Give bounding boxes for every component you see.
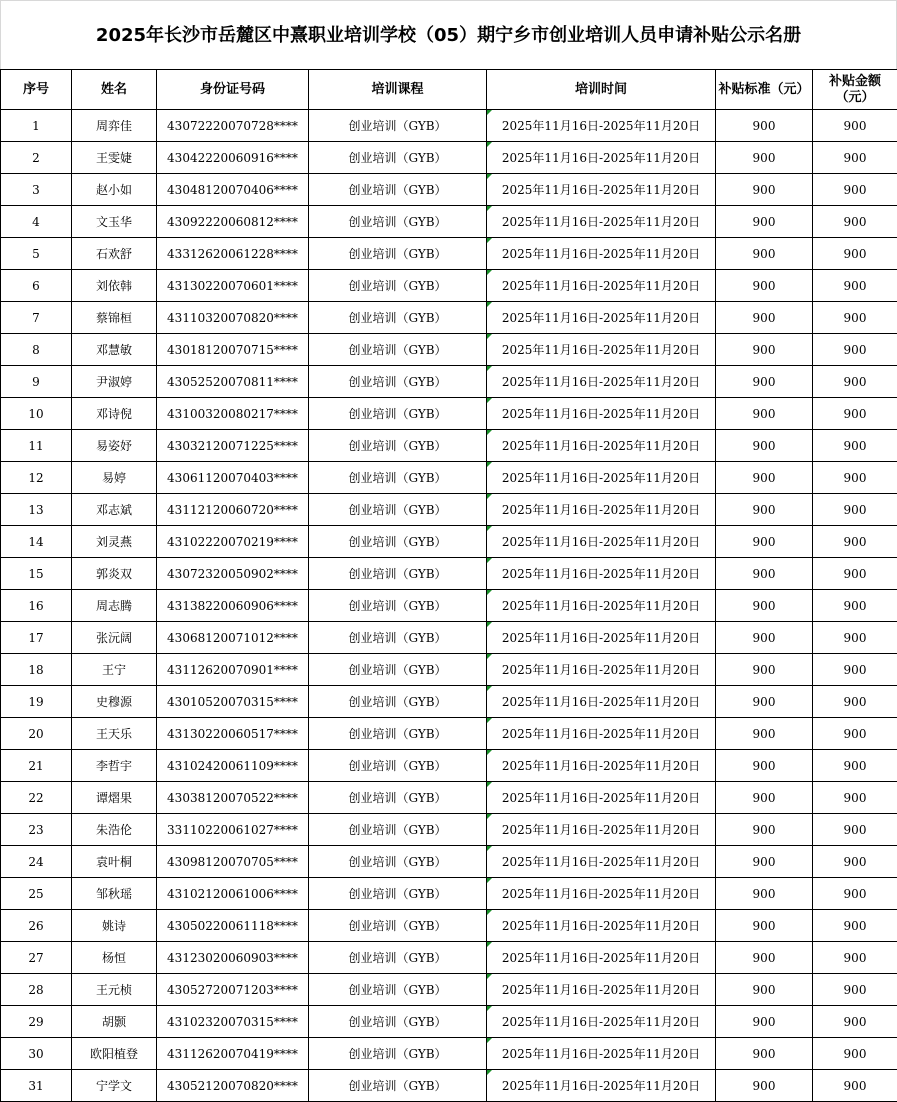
cell-training-time: 2025年11月16日-2025年11月20日 [487, 974, 716, 1006]
table-row [1, 334, 897, 366]
cell-id-number: 43072320050902**** [157, 558, 309, 590]
cell-course: 创业培训（GYB） [309, 654, 487, 686]
cell-subsidy-standard: 900 [716, 686, 813, 718]
cell-course: 创业培训（GYB） [309, 910, 487, 942]
cell-subsidy-amount: 900 [813, 462, 897, 494]
cell-course: 创业培训（GYB） [309, 206, 487, 238]
cell-subsidy-standard: 900 [716, 718, 813, 750]
cell-training-time: 2025年11月16日-2025年11月20日 [487, 334, 716, 366]
cell-subsidy-amount: 900 [813, 1070, 897, 1102]
cell-training-time: 2025年11月16日-2025年11月20日 [487, 494, 716, 526]
cell-course: 创业培训（GYB） [309, 1038, 487, 1070]
cell-seq: 11 [1, 430, 72, 462]
cell-course: 创业培训（GYB） [309, 590, 487, 622]
cell-id-number: 43052120070820**** [157, 1070, 309, 1102]
cell-training-time: 2025年11月16日-2025年11月20日 [487, 590, 716, 622]
cell-training-time: 2025年11月16日-2025年11月20日 [487, 526, 716, 558]
cell-subsidy-standard: 900 [716, 366, 813, 398]
cell-name: 张沅阔 [72, 622, 157, 654]
cell-subsidy-standard: 900 [716, 558, 813, 590]
cell-subsidy-standard: 900 [716, 910, 813, 942]
cell-seq: 31 [1, 1070, 72, 1102]
cell-subsidy-amount: 900 [813, 878, 897, 910]
cell-seq: 3 [1, 174, 72, 206]
cell-name: 宁学文 [72, 1070, 157, 1102]
cell-id-number: 43312620061228**** [157, 238, 309, 270]
table-row [1, 1006, 897, 1038]
table-row [1, 654, 897, 686]
cell-seq: 4 [1, 206, 72, 238]
cell-subsidy-amount: 900 [813, 398, 897, 430]
cell-subsidy-standard: 900 [716, 206, 813, 238]
cell-subsidy-standard: 900 [716, 622, 813, 654]
cell-subsidy-standard: 900 [716, 878, 813, 910]
cell-training-time: 2025年11月16日-2025年11月20日 [487, 430, 716, 462]
header-course: 培训课程 [309, 70, 487, 110]
cell-training-time: 2025年11月16日-2025年11月20日 [487, 814, 716, 846]
cell-seq: 17 [1, 622, 72, 654]
cell-course: 创业培训（GYB） [309, 782, 487, 814]
table-row [1, 526, 897, 558]
table-row [1, 718, 897, 750]
cell-training-time: 2025年11月16日-2025年11月20日 [487, 622, 716, 654]
table-row [1, 206, 897, 238]
cell-subsidy-amount: 900 [813, 1006, 897, 1038]
cell-course: 创业培训（GYB） [309, 494, 487, 526]
cell-subsidy-standard: 900 [716, 590, 813, 622]
cell-seq: 23 [1, 814, 72, 846]
table-row [1, 110, 897, 142]
cell-course: 创业培训（GYB） [309, 526, 487, 558]
table-row [1, 686, 897, 718]
cell-training-time: 2025年11月16日-2025年11月20日 [487, 878, 716, 910]
cell-name: 王宁 [72, 654, 157, 686]
subsidy-table [0, 69, 897, 1102]
header-name: 姓名 [72, 70, 157, 110]
cell-name: 朱浩伦 [72, 814, 157, 846]
table-row [1, 974, 897, 1006]
cell-seq: 13 [1, 494, 72, 526]
cell-id-number: 43112120060720**** [157, 494, 309, 526]
cell-subsidy-standard: 900 [716, 334, 813, 366]
cell-training-time: 2025年11月16日-2025年11月20日 [487, 1070, 716, 1102]
cell-subsidy-standard: 900 [716, 942, 813, 974]
cell-course: 创业培训（GYB） [309, 718, 487, 750]
table-row [1, 910, 897, 942]
cell-id-number: 43102320070315**** [157, 1006, 309, 1038]
cell-course: 创业培训（GYB） [309, 238, 487, 270]
cell-subsidy-standard: 900 [716, 430, 813, 462]
cell-course: 创业培训（GYB） [309, 110, 487, 142]
cell-seq: 20 [1, 718, 72, 750]
cell-name: 周弈佳 [72, 110, 157, 142]
cell-seq: 25 [1, 878, 72, 910]
cell-subsidy-amount: 900 [813, 654, 897, 686]
cell-training-time: 2025年11月16日-2025年11月20日 [487, 270, 716, 302]
cell-seq: 22 [1, 782, 72, 814]
cell-name: 蔡锦桓 [72, 302, 157, 334]
cell-training-time: 2025年11月16日-2025年11月20日 [487, 750, 716, 782]
cell-id-number: 43032120071225**** [157, 430, 309, 462]
cell-id-number: 43068120071012**** [157, 622, 309, 654]
cell-seq: 6 [1, 270, 72, 302]
cell-seq: 24 [1, 846, 72, 878]
cell-id-number: 43112620070419**** [157, 1038, 309, 1070]
cell-name: 郭炎双 [72, 558, 157, 590]
cell-training-time: 2025年11月16日-2025年11月20日 [487, 302, 716, 334]
cell-subsidy-amount: 900 [813, 494, 897, 526]
cell-id-number: 43092220060812**** [157, 206, 309, 238]
cell-course: 创业培训（GYB） [309, 174, 487, 206]
cell-subsidy-standard: 900 [716, 974, 813, 1006]
cell-subsidy-standard: 900 [716, 782, 813, 814]
cell-training-time: 2025年11月16日-2025年11月20日 [487, 110, 716, 142]
cell-subsidy-standard: 900 [716, 174, 813, 206]
table-body [1, 110, 897, 1102]
cell-seq: 5 [1, 238, 72, 270]
cell-name: 王雯婕 [72, 142, 157, 174]
cell-course: 创业培训（GYB） [309, 686, 487, 718]
document-title: 2025年长沙市岳麓区中熹职业培训学校（05）期宁乡市创业培训人员申请补贴公示名册 [0, 0, 897, 69]
cell-training-time: 2025年11月16日-2025年11月20日 [487, 1006, 716, 1038]
cell-name: 袁叶桐 [72, 846, 157, 878]
cell-training-time: 2025年11月16日-2025年11月20日 [487, 398, 716, 430]
cell-course: 创业培训（GYB） [309, 430, 487, 462]
cell-subsidy-standard: 900 [716, 526, 813, 558]
cell-id-number: 43123020060903**** [157, 942, 309, 974]
table-row [1, 302, 897, 334]
cell-seq: 7 [1, 302, 72, 334]
table-row [1, 1038, 897, 1070]
cell-id-number: 43130220060517**** [157, 718, 309, 750]
cell-subsidy-standard: 900 [716, 654, 813, 686]
cell-seq: 26 [1, 910, 72, 942]
table-row [1, 1070, 897, 1102]
cell-subsidy-standard: 900 [716, 398, 813, 430]
cell-subsidy-standard: 900 [716, 110, 813, 142]
cell-id-number: 43010520070315**** [157, 686, 309, 718]
header-standard: 补贴标准（元） [716, 70, 813, 110]
cell-id-number: 43038120070522**** [157, 782, 309, 814]
cell-name: 赵小如 [72, 174, 157, 206]
cell-seq: 28 [1, 974, 72, 1006]
cell-subsidy-amount: 900 [813, 142, 897, 174]
cell-id-number: 43110320070820**** [157, 302, 309, 334]
table-row [1, 590, 897, 622]
header-amount: 补贴金额（元） [813, 70, 897, 110]
cell-subsidy-amount: 900 [813, 814, 897, 846]
cell-training-time: 2025年11月16日-2025年11月20日 [487, 142, 716, 174]
cell-course: 创业培训（GYB） [309, 846, 487, 878]
table-row [1, 142, 897, 174]
cell-name: 周志腾 [72, 590, 157, 622]
cell-seq: 10 [1, 398, 72, 430]
cell-training-time: 2025年11月16日-2025年11月20日 [487, 686, 716, 718]
cell-subsidy-amount: 900 [813, 686, 897, 718]
cell-course: 创业培训（GYB） [309, 1070, 487, 1102]
cell-training-time: 2025年11月16日-2025年11月20日 [487, 1038, 716, 1070]
cell-name: 王元桢 [72, 974, 157, 1006]
cell-training-time: 2025年11月16日-2025年11月20日 [487, 174, 716, 206]
cell-subsidy-amount: 900 [813, 526, 897, 558]
cell-name: 邓诗倪 [72, 398, 157, 430]
cell-course: 创业培训（GYB） [309, 398, 487, 430]
cell-name: 尹淑婷 [72, 366, 157, 398]
cell-name: 邓志斌 [72, 494, 157, 526]
cell-seq: 14 [1, 526, 72, 558]
table-row [1, 174, 897, 206]
cell-subsidy-amount: 900 [813, 910, 897, 942]
cell-seq: 19 [1, 686, 72, 718]
cell-name: 易姿妤 [72, 430, 157, 462]
cell-subsidy-standard: 900 [716, 142, 813, 174]
cell-id-number: 43098120070705**** [157, 846, 309, 878]
cell-course: 创业培训（GYB） [309, 142, 487, 174]
cell-training-time: 2025年11月16日-2025年11月20日 [487, 782, 716, 814]
cell-name: 邓慧敏 [72, 334, 157, 366]
cell-name: 刘灵燕 [72, 526, 157, 558]
cell-subsidy-amount: 900 [813, 238, 897, 270]
table-row [1, 878, 897, 910]
cell-seq: 30 [1, 1038, 72, 1070]
cell-id-number: 43072220070728**** [157, 110, 309, 142]
table-row [1, 558, 897, 590]
cell-training-time: 2025年11月16日-2025年11月20日 [487, 846, 716, 878]
cell-name: 胡颢 [72, 1006, 157, 1038]
table-row [1, 430, 897, 462]
cell-training-time: 2025年11月16日-2025年11月20日 [487, 654, 716, 686]
cell-id-number: 43042220060916**** [157, 142, 309, 174]
table-row [1, 462, 897, 494]
cell-subsidy-standard: 900 [716, 302, 813, 334]
cell-subsidy-amount: 900 [813, 590, 897, 622]
cell-course: 创业培训（GYB） [309, 878, 487, 910]
cell-id-number: 43102220070219**** [157, 526, 309, 558]
cell-course: 创业培训（GYB） [309, 302, 487, 334]
cell-training-time: 2025年11月16日-2025年11月20日 [487, 462, 716, 494]
table-row [1, 782, 897, 814]
cell-seq: 27 [1, 942, 72, 974]
cell-subsidy-standard: 900 [716, 494, 813, 526]
cell-training-time: 2025年11月16日-2025年11月20日 [487, 366, 716, 398]
cell-subsidy-amount: 900 [813, 206, 897, 238]
cell-subsidy-amount: 900 [813, 174, 897, 206]
cell-seq: 21 [1, 750, 72, 782]
cell-course: 创业培训（GYB） [309, 1006, 487, 1038]
cell-name: 谭熠果 [72, 782, 157, 814]
header-row [1, 70, 897, 110]
cell-course: 创业培训（GYB） [309, 366, 487, 398]
cell-seq: 16 [1, 590, 72, 622]
cell-subsidy-amount: 900 [813, 782, 897, 814]
cell-seq: 18 [1, 654, 72, 686]
cell-subsidy-standard: 900 [716, 1006, 813, 1038]
cell-subsidy-amount: 900 [813, 334, 897, 366]
cell-subsidy-standard: 900 [716, 1038, 813, 1070]
cell-subsidy-standard: 900 [716, 238, 813, 270]
cell-id-number: 43052720071203**** [157, 974, 309, 1006]
cell-subsidy-amount: 900 [813, 1038, 897, 1070]
cell-training-time: 2025年11月16日-2025年11月20日 [487, 558, 716, 590]
cell-id-number: 43052520070811**** [157, 366, 309, 398]
cell-seq: 2 [1, 142, 72, 174]
cell-seq: 1 [1, 110, 72, 142]
cell-subsidy-amount: 900 [813, 558, 897, 590]
cell-subsidy-amount: 900 [813, 750, 897, 782]
table-row [1, 942, 897, 974]
cell-subsidy-amount: 900 [813, 974, 897, 1006]
cell-subsidy-amount: 900 [813, 846, 897, 878]
table-row [1, 494, 897, 526]
cell-id-number: 43018120070715**** [157, 334, 309, 366]
cell-subsidy-standard: 900 [716, 814, 813, 846]
table-row [1, 814, 897, 846]
cell-id-number: 43102120061006**** [157, 878, 309, 910]
table-row [1, 622, 897, 654]
cell-subsidy-standard: 900 [716, 270, 813, 302]
cell-seq: 9 [1, 366, 72, 398]
cell-name: 刘依韩 [72, 270, 157, 302]
cell-seq: 15 [1, 558, 72, 590]
cell-id-number: 43048120070406**** [157, 174, 309, 206]
cell-name: 李哲宇 [72, 750, 157, 782]
cell-id-number: 43138220060906**** [157, 590, 309, 622]
cell-course: 创业培训（GYB） [309, 462, 487, 494]
cell-name: 石欢舒 [72, 238, 157, 270]
cell-training-time: 2025年11月16日-2025年11月20日 [487, 910, 716, 942]
cell-subsidy-amount: 900 [813, 430, 897, 462]
cell-id-number: 43061120070403**** [157, 462, 309, 494]
cell-name: 欧阳植登 [72, 1038, 157, 1070]
cell-course: 创业培训（GYB） [309, 814, 487, 846]
table-row [1, 846, 897, 878]
cell-id-number: 43050220061118**** [157, 910, 309, 942]
cell-subsidy-standard: 900 [716, 1070, 813, 1102]
cell-id-number: 33110220061027**** [157, 814, 309, 846]
cell-subsidy-amount: 900 [813, 270, 897, 302]
cell-name: 王天乐 [72, 718, 157, 750]
cell-subsidy-amount: 900 [813, 622, 897, 654]
cell-course: 创业培训（GYB） [309, 270, 487, 302]
table-row [1, 238, 897, 270]
header-seq: 序号 [1, 70, 72, 110]
cell-seq: 8 [1, 334, 72, 366]
cell-subsidy-amount: 900 [813, 366, 897, 398]
cell-course: 创业培训（GYB） [309, 750, 487, 782]
cell-id-number: 43130220070601**** [157, 270, 309, 302]
table-row [1, 398, 897, 430]
cell-course: 创业培训（GYB） [309, 622, 487, 654]
table-row [1, 270, 897, 302]
cell-subsidy-standard: 900 [716, 462, 813, 494]
cell-course: 创业培训（GYB） [309, 334, 487, 366]
cell-seq: 12 [1, 462, 72, 494]
cell-training-time: 2025年11月16日-2025年11月20日 [487, 942, 716, 974]
table-row [1, 750, 897, 782]
cell-course: 创业培训（GYB） [309, 942, 487, 974]
cell-subsidy-amount: 900 [813, 718, 897, 750]
cell-id-number: 43112620070901**** [157, 654, 309, 686]
cell-id-number: 43100320080217**** [157, 398, 309, 430]
cell-name: 邹秋瑶 [72, 878, 157, 910]
header-id: 身份证号码 [157, 70, 309, 110]
cell-name: 杨恒 [72, 942, 157, 974]
cell-subsidy-amount: 900 [813, 110, 897, 142]
cell-training-time: 2025年11月16日-2025年11月20日 [487, 238, 716, 270]
cell-name: 史穆源 [72, 686, 157, 718]
cell-training-time: 2025年11月16日-2025年11月20日 [487, 206, 716, 238]
cell-name: 文玉华 [72, 206, 157, 238]
cell-name: 易婷 [72, 462, 157, 494]
cell-course: 创业培训（GYB） [309, 558, 487, 590]
cell-subsidy-amount: 900 [813, 302, 897, 334]
cell-subsidy-standard: 900 [716, 846, 813, 878]
cell-seq: 29 [1, 1006, 72, 1038]
table-row [1, 366, 897, 398]
cell-course: 创业培训（GYB） [309, 974, 487, 1006]
cell-subsidy-amount: 900 [813, 942, 897, 974]
header-time: 培训时间 [487, 70, 716, 110]
cell-subsidy-standard: 900 [716, 750, 813, 782]
cell-name: 姚诗 [72, 910, 157, 942]
cell-id-number: 43102420061109**** [157, 750, 309, 782]
cell-training-time: 2025年11月16日-2025年11月20日 [487, 718, 716, 750]
